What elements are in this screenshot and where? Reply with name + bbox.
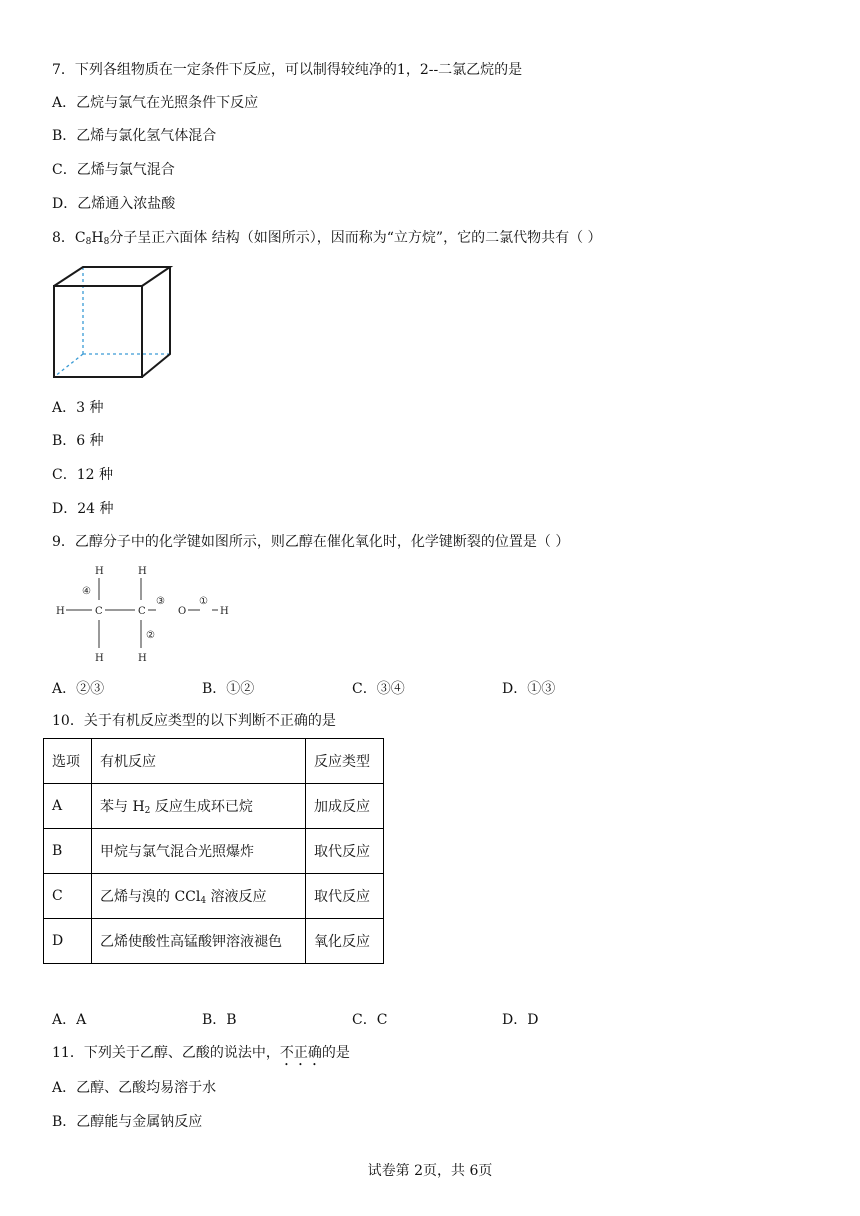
q7-option-c: C．乙烯与氯气混合 — [52, 162, 175, 178]
q9-stem: 9．乙醇分子中的化学键如图所示，则乙醇在催化氧化时，化学键断裂的位置是（ ） — [52, 534, 570, 550]
q11-stem-emphasis: 不正确 — [279, 1045, 322, 1061]
row-reaction: 苯与 $H_2$ 反应生成环已烷 — [92, 784, 306, 829]
q8-option-d: D．24 种 — [52, 501, 114, 517]
q9-option-b: B．①② — [202, 681, 255, 697]
q11-stem-prefix: 11．下列关于乙醇、乙酸的说法中， — [52, 1045, 280, 1061]
row-key: D — [44, 919, 92, 964]
q8-stem — [52, 228, 602, 248]
atom-h: H — [95, 566, 104, 577]
table-row — [44, 874, 384, 919]
q8-option-c: C．12 种 — [52, 467, 113, 483]
bond-label-2: ② — [146, 630, 155, 641]
row-type: 氧化反应 — [306, 919, 384, 964]
q7-option-b: B．乙烯与氯化氢气体混合 — [52, 128, 217, 144]
row-key: C — [44, 874, 92, 919]
q7-option-d: D．乙烯通入浓盐酸 — [52, 196, 176, 212]
atom-h: H — [138, 653, 147, 664]
header-cell-reaction: 有机反应 — [92, 739, 306, 784]
q10-option-a: A．A — [52, 1012, 87, 1028]
atom-o: O — [178, 606, 187, 617]
q9-option-d: D．①③ — [502, 681, 556, 697]
q8-sub-h: 8 — [103, 237, 110, 247]
cube-top-face — [54, 267, 170, 286]
atom-c: C — [138, 606, 146, 617]
header-cell-type: 反应类型 — [306, 739, 384, 784]
q10-option-d: D．D — [502, 1012, 539, 1028]
atom-h: H — [95, 653, 104, 664]
q8-sub-c: 8 — [85, 237, 92, 247]
q11-option-a: A．乙醇、乙酸均易溶于水 — [52, 1080, 217, 1096]
cube-diagram — [50, 262, 176, 380]
q7-option-a: A．乙烷与氯气在光照条件下反应 — [52, 95, 259, 111]
q11-option-b: B．乙醇能与金属钠反应 — [52, 1114, 203, 1130]
row-reaction: 乙烯使酸性高锰酸钾溶液褪色 — [92, 919, 306, 964]
q8-stem-prefix: 8．C — [52, 230, 86, 246]
bond-label-1: ① — [199, 596, 208, 607]
q11-stem-suffix: 的是 — [321, 1045, 350, 1061]
header-cell-option: 选项 — [44, 739, 92, 784]
row-type: 取代反应 — [306, 874, 384, 919]
atom-c: C — [95, 606, 103, 617]
table-row — [44, 829, 384, 874]
table-row — [44, 919, 384, 964]
row-type: 取代反应 — [306, 829, 384, 874]
ethanol-structure-diagram — [50, 560, 250, 670]
q10-stem: 10．关于有机反应类型的以下判断不正确的是 — [52, 713, 336, 729]
cube-front-face — [54, 286, 142, 377]
q8-stem-mid: H — [91, 230, 104, 246]
q11-stem — [52, 1043, 350, 1069]
atom-h: H — [56, 606, 65, 617]
row-reaction: 甲烷与氯气混合光照爆炸 — [92, 829, 306, 874]
q9-option-a: A．②③ — [52, 681, 105, 697]
row-type: 加成反应 — [306, 784, 384, 829]
q7-stem: 7．下列各组物质在一定条件下反应，可以制得较纯净的1，2--二氯乙烷的是 — [52, 62, 523, 78]
q9-option-c: C．③④ — [352, 681, 405, 697]
bond-label-3: ③ — [156, 596, 165, 607]
atom-h: H — [138, 566, 147, 577]
row-key: B — [44, 829, 92, 874]
q8-stem-rest: 分子呈正六面体 结构（如图所示），因而称为“立方烷”，它的二氯代物共有（ ） — [109, 230, 602, 246]
bond-label-4: ④ — [82, 586, 91, 597]
q8-option-b: B．6 种 — [52, 433, 104, 449]
table-row — [44, 784, 384, 829]
cube-hidden-edge — [54, 354, 83, 377]
q8-option-a: A．3 种 — [52, 400, 104, 416]
page-footer: 试卷第 2页，共 6页 — [367, 1163, 493, 1179]
q10-option-c: C．C — [352, 1012, 388, 1028]
atom-h: H — [220, 606, 229, 617]
table-header-row — [44, 739, 384, 784]
q10-option-b: B．B — [202, 1012, 237, 1028]
row-reaction: 乙烯与溴的 CCl$_4$ 溶液反应 — [92, 874, 306, 919]
row-key: A — [44, 784, 92, 829]
reaction-type-table — [43, 738, 384, 964]
